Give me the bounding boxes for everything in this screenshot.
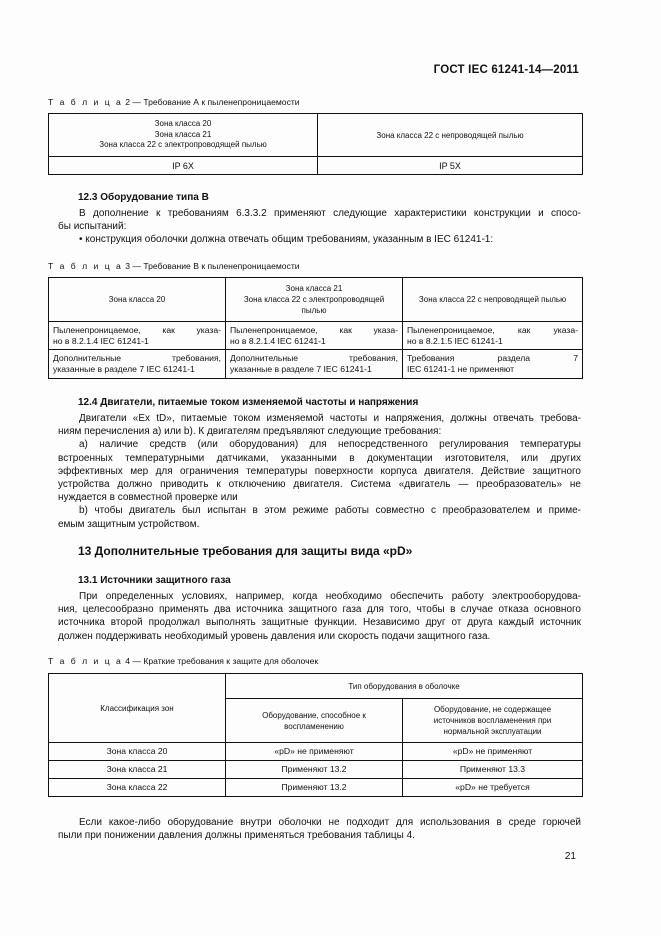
table-4 — [48, 673, 583, 797]
header-line: Зона класса 22 с электропроводящей пылью — [99, 140, 267, 150]
cell-line: но в 8.2.1.4 IEC 61241-1 — [53, 335, 149, 346]
table-4-cell: Применяют 13.2 — [226, 779, 403, 797]
table-2 — [48, 113, 583, 175]
header-line: Оборудование, способное к — [262, 710, 366, 720]
bullet-item: • конструкция оболочки должна отвечать общим требованиям, указанным в IEC 61241-1: — [79, 234, 494, 246]
table-3-header-3 — [403, 278, 583, 322]
text-line: а) наличие средств (или оборудования) для непосредственного регулирования температуры — [79, 439, 581, 451]
table-4-subheader-1 — [226, 699, 403, 743]
text-line: бы испытаний: — [58, 221, 127, 233]
table-3-cell — [403, 350, 583, 379]
header-line: Оборудование, не содержащее — [433, 705, 552, 714]
table-4-header-zones: Классификация зон — [49, 674, 226, 743]
cell-line: IEC 61241-1 не применяют — [407, 364, 515, 374]
cell-line: но в 8.2.1.5 IEC 61241-1 — [407, 335, 503, 346]
text-line: При определенных условиях, например, когда необходимо обеспечить работу электрооборудова- — [79, 591, 581, 602]
table-4-cell: Применяют 13.2 — [226, 761, 403, 779]
cell-line: Дополнительные требования, — [53, 353, 221, 363]
cell-line: указанные в разделе 7 IEC 61241-1 — [53, 364, 195, 374]
text-line: эффективных мер для ограничения температуры поверхности корпуса двигателя. Действие защитного — [58, 465, 581, 477]
table-4-cell: Зона класса 22 — [49, 779, 226, 797]
cell-line: указанные в разделе 7 IEC 61241-1 — [230, 364, 372, 374]
section-12-4-text — [58, 412, 581, 531]
cell-line: Пыленепроницаемое, как указа- — [230, 324, 398, 335]
table-3-cell — [403, 322, 583, 350]
text-line: ниям перечисления а) или b). К двигателям предъявляют следующие требования: — [58, 426, 442, 438]
text-line: емым защитным устройством. — [58, 518, 200, 530]
section-13-1-heading: 13.1 Источники защитного газа — [78, 575, 231, 586]
header-line: Зона класса 20 — [154, 119, 212, 129]
header-line: Зона класса 21 — [154, 129, 212, 139]
table-3-cell — [49, 350, 226, 379]
text-line: b) чтобы двигатель был испытан в этом режиме работы совместно с преобразователем и приме- — [79, 505, 581, 517]
header-line: нормальной эксплуатации — [443, 727, 542, 736]
header-line: Зона класса 22 с непроводящей пылью — [418, 295, 567, 304]
text-line: Если какое-либо оборудование внутри оболочки не подходит для использования в среде горючей — [79, 817, 581, 828]
document-id: ГОСТ IEC 61241-14—2011 — [433, 64, 579, 76]
text-line: пыли при понижении давления должны применяться требования таблицы 4. — [58, 830, 415, 842]
text-line: В дополнение к требованиям 6.3.3.2 применяют следующие характеристики конструкции и спосо- — [79, 208, 581, 219]
table-2-cell: IP 5X — [318, 157, 583, 175]
closing-text — [58, 816, 581, 842]
table-4-subheader-2 — [403, 699, 583, 743]
table-3 — [48, 277, 583, 379]
header-line: источников воспламенения при — [433, 716, 552, 725]
text-line: нуждается в совместной проверке или — [58, 492, 238, 504]
header-line: пылью — [301, 306, 327, 315]
table-4-cell: «pD» не применяют — [403, 743, 583, 761]
table-3-caption — [48, 261, 300, 271]
cell-line: Пыленепроницаемое, как указа- — [53, 324, 221, 335]
header-line: Зона класса 20 — [108, 295, 166, 304]
cell-line: Дополнительные требования, — [230, 353, 398, 363]
text-line: устройства должно приводить к отключению двигателя. Система «двигатель — преобразователь» не — [58, 479, 581, 491]
section-13-heading: 13 Дополнительные требования для защиты вида «pD» — [78, 544, 413, 558]
table-3-header-1 — [49, 278, 226, 322]
section-13-1-text — [58, 590, 581, 643]
table-3-cell — [49, 322, 226, 350]
caption-word: Т а б л и ц а — [48, 97, 123, 107]
section-12-3-text — [58, 207, 581, 247]
cell-line: Пыленепроницаемое, как указа- — [407, 324, 578, 335]
table-2-cell: IP 6X — [49, 157, 318, 175]
header-line: Зона класса 21 — [285, 284, 343, 293]
table-4-header-group: Тип оборудования в оболочке — [226, 674, 583, 699]
table-3-cell — [226, 322, 403, 350]
table-4-cell: «pD» не требуется — [403, 779, 583, 797]
text-line: источника второй продолжал выполнять защитные функции. Независимо друг от друга каждый источник — [58, 617, 581, 629]
caption-text: 3 — Требование В к пыленепроницаемости — [125, 261, 300, 271]
table-4-cell: Применяют 13.3 — [403, 761, 583, 779]
text-line: ния, целесообразно применять два источника защитного газа для того, чтобы в случае отказа основного — [58, 604, 581, 616]
cell-line: но в 8.2.1.4 IEC 61241-1 — [230, 335, 326, 346]
table-4-cell: Зона класса 20 — [49, 743, 226, 761]
header-line: воспламенению — [284, 721, 344, 731]
header-line: Зона класса 22 с электропроводящей — [243, 295, 385, 304]
table-2-header-1 — [49, 114, 318, 157]
section-12-3-heading: 12.3 Оборудование типа В — [78, 192, 209, 203]
section-12-4-heading: 12.4 Двигатели, питаемые током изменяемой частоты и напряжения — [78, 397, 419, 408]
table-2-header-2: Зона класса 22 с непроводящей пылью — [318, 114, 583, 157]
caption-text: 2 — Требование А к пыленепроницаемости — [125, 97, 300, 107]
table-2-caption — [48, 97, 300, 107]
caption-word: Т а б л и ц а — [48, 261, 123, 271]
table-4-cell: Зона класса 21 — [49, 761, 226, 779]
table-3-cell — [226, 350, 403, 379]
cell-line: Требования раздела 7 — [407, 353, 578, 363]
table-3-header-2 — [226, 278, 403, 322]
text-line: встроенных температурными датчиками, указанными в документации изготовителя, или других — [58, 452, 581, 464]
caption-word: Т а б л и ц а — [48, 656, 123, 666]
text-line: должен поддерживать необходимый уровень давления или скорость подачи защитного газа. — [58, 630, 491, 642]
table-4-caption — [48, 656, 318, 666]
table-4-cell: «pD» не применяют — [226, 743, 403, 761]
text-line: Двигатели «Ex tD», питаемые током изменяемой частоты и напряжения, должны отвечать требова- — [79, 413, 581, 424]
caption-text: 4 — Краткие требования к защите для оболочек — [125, 656, 319, 666]
page-number: 21 — [564, 851, 576, 862]
